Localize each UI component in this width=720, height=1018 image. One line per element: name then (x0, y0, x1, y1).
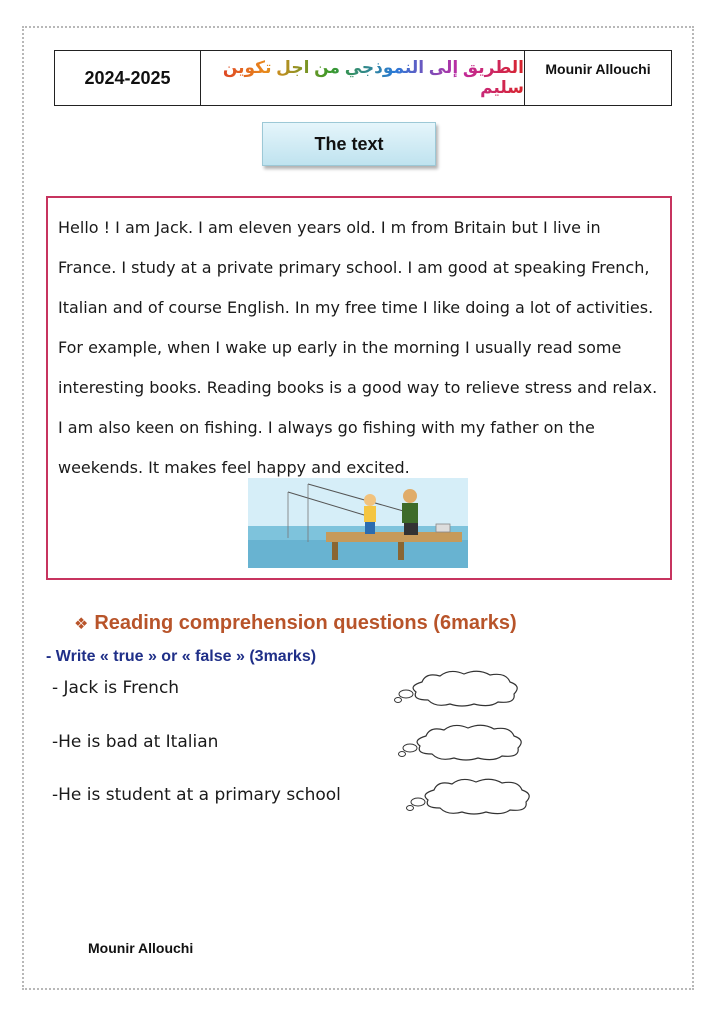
arabic-title (201, 51, 525, 105)
section-title (74, 612, 517, 635)
reading-passage: Hello ! I am Jack. I am eleven years old. I m from Britain but I live in France. I study at a private primary school. I am good at speaking French, Italian and of course English. In my free time I like doing a lot of activities. For example, when I wake up early in the morning I usually read some interesting books. Reading books is a good way to relieve stress and relax. I am also keen on fishing. I always go fishing with my father on the weekends. It makes feel happy and excited. (58, 218, 658, 477)
answer-cloud-3-icon[interactable] (406, 776, 536, 816)
school-year: 2024-2025 (55, 51, 201, 105)
question-1: - Jack is French (52, 678, 180, 698)
question-2: -He is bad at Italian (52, 732, 219, 752)
footer-author: Mounir Allouchi (88, 940, 194, 956)
answer-cloud-1-icon[interactable] (394, 668, 524, 708)
answer-cloud-2-icon[interactable] (398, 722, 528, 762)
instruction: - Write « true » or « false » (3marks) (46, 648, 317, 665)
header-table (54, 50, 672, 106)
diamond-bullet-icon: ❖ (74, 616, 89, 633)
question-3: -He is student at a primary school (52, 785, 341, 805)
text-title-box: The text (262, 122, 436, 166)
fishing-illustration (248, 478, 468, 568)
section-title-text: Reading comprehension questions (6marks) (94, 612, 517, 634)
header-author: Mounir Allouchi (545, 61, 651, 77)
arabic-title-text: الطريق إلى النموذجي من اجل تكوين سليم (201, 58, 524, 98)
reading-passage-frame (46, 196, 672, 580)
